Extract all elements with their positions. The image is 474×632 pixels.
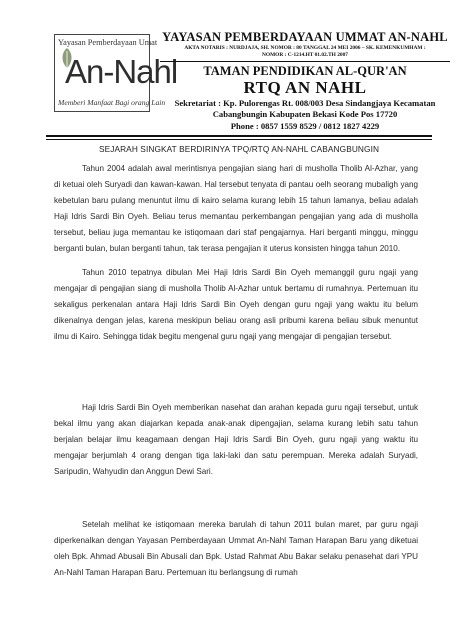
logo-top-text: Yayasan Pemberdayaan Umat <box>58 38 158 47</box>
paragraph-4: Setelah melihat ke istiqomaan mereka barulah di tahun 2011 bulan maret, par guru ngaji diperkenalkan dengan Yayasan Pemberdayaan Ummat An-Nahl Taman Harapan Baru yang diketuai oleh Bpk. Ahmad Abusali Bin Abusali dan Bpk. Ustad Rahmat Abu Bakar selaku penasehat dari YPU An-Nahl Taman Harapan Baru. Pertemuan itu berlangsung di rumah <box>54 520 418 578</box>
address-line-2: Cabangbungin Kabupaten Bekasi Kode Pos 17720 <box>212 109 398 119</box>
secretariat-address <box>160 98 450 120</box>
legal-line-1: AKTA NOTARIS : NURDJAJA, SH. NOMOR : 80 TANGGAL 24 MEI 2006 – SK. KEMENKUMHAM : <box>184 45 426 51</box>
letterhead-divider-thin <box>46 139 432 140</box>
paragraph-3: Haji Idris Sardi Bin Oyeh memberikan nasehat dan arahan kepada guru ngaji tersebut, untuk bekal ilmu yang akan diajarkan kepada anak-anak dipengajian, selama kurang lebih satu tahun berjalan belajar ilmu keagamaan dengan Haji Idris Sardi Bin Oyeh, guru ngaji yang waktu itu mengajar berjumlah 4 orang dengan tiga laki-laki dan satu perempuan. Mereka adalah Suryadi, Saripudin, Wahyudin dan Anggun Dewi Sari. <box>54 403 418 477</box>
paragraph-1: Tahun 2004 adalah awal merintisnya pengajian siang hari di musholla Tholib Al-Azhar, yang di ketuai oleh Suryadi dan kawan-kawan. Hal tersebut tenyata di pantau oelh seorang mubaligh yang kebetulan baru pulang menuntut ilmu di kairo selama kurang lebih 15 tahun lamanya, beliau adalah Haji Idris Sardi Bin Oyeh. Beliau terus memantau perkembangan pengajian yang ada di musholla tersebut, beliau juga memantau ke istiqomaan dari staf pengajarnya. Hari berganti minggu, minggu berganti bulan, bulan berganti tahun, tak terasa pengajian it uterus konsisten hingga tahun 2010. <box>54 164 418 254</box>
paragraph-2: Tahun 2010 tepatnya dibulan Mei Haji Idris Sardi Bin Oyeh memanggil guru ngaji yang mengajar di pengajian siang di musholla Tholib Al-Azhar untuk bertamu di rumahnya. Pertemuan itu sekaligus perkenalan antara Haji Idris Sardi Bin Oyeh dengan guru ngaji yang waktu itu belum dikenalnya dengan jelas, karena meskipun beliau orang asli pribumi karena beliau sibuk menuntut ilmu di Kairo. Sehingga tidak begitu mengenal guru ngaji yang mengajar di pengajian tersebut. <box>54 268 418 342</box>
legal-notice <box>160 45 450 59</box>
document-title: SEJARAH SINGKAT BERDIRINYA TPQ/RTQ AN-NAHL CABANGBUNGIN <box>98 144 380 154</box>
phone-numbers: Phone : 0857 1559 8529 / 0812 1827 4229 <box>230 121 380 131</box>
school-name: TAMAN PENDIDIKAN AL-QUR'AN <box>203 64 407 78</box>
header-rule <box>160 61 450 62</box>
legal-line-2: NOMOR : C-1214.HT 01.02.TH 2007 <box>262 52 348 58</box>
letterhead-divider-thick <box>46 135 432 137</box>
organization-name: YAYASAN PEMBERDAYAAN UMMAT AN-NAHL <box>162 30 448 44</box>
logo-main-text: An-Nahl <box>65 53 178 90</box>
logo-tagline: Memberi Manfaat Bagi orang Lain <box>58 98 166 107</box>
organization-logo <box>54 34 178 112</box>
address-line-1: Sekretariat : Kp. Pulorengas Rt. 008/003 Desa Sindangjaya Kecamatan <box>174 98 436 108</box>
rtq-name: RTQ AN NAHL <box>243 78 367 97</box>
